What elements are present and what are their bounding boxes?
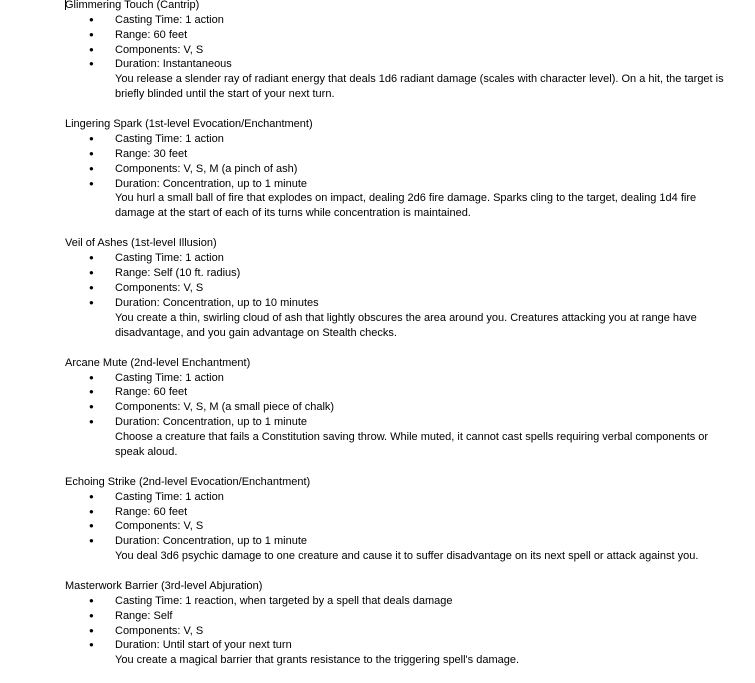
property-range: ● Range: 30 feet xyxy=(65,147,725,162)
property-components: ● Components: V, S xyxy=(65,624,725,639)
spell-properties-list xyxy=(65,371,725,430)
spell-entry xyxy=(65,236,725,340)
spell-description: You hurl a small ball of fire that explodes on impact, dealing 2d6 fire damage. Sparks cling to the target, dealing 1d4 fire damage at the start of each of its turns while concentration is maintained. xyxy=(115,192,697,220)
property-duration: ● Duration: Concentration, up to 10 minutes xyxy=(65,296,725,311)
property-casting-time: ● Casting Time: 1 action xyxy=(65,132,725,147)
spell-properties-list xyxy=(65,132,725,191)
property-casting-time: ● Casting Time: 1 reaction, when targeted by a spell that deals damage xyxy=(65,594,725,609)
property-casting-time: ● Casting Time: 1 action xyxy=(65,13,725,28)
spell-title: Veil of Ashes (1st-level Illusion) xyxy=(65,237,217,250)
spell-title: Echoing Strike (2nd-level Evocation/Enchantment) xyxy=(65,475,311,488)
property-duration: ● Duration: Until start of your next turn xyxy=(65,638,725,653)
spell-description: You deal 3d6 psychic damage to one creature and cause it to suffer disadvantage on its next spell or attack against you. xyxy=(115,549,699,562)
property-range: ● Range: 60 feet xyxy=(65,385,725,400)
spell-entry xyxy=(65,475,725,564)
property-casting-time: ● Casting Time: 1 action xyxy=(65,490,725,505)
spell-title: Lingering Spark (1st-level Evocation/Enchantment) xyxy=(65,118,313,131)
property-range: ● Range: Self xyxy=(65,609,725,624)
document-body[interactable] xyxy=(65,0,725,683)
spell-description: You create a magical barrier that grants resistance to the triggering spell's damage. xyxy=(115,654,520,667)
spell-title xyxy=(65,0,725,13)
property-casting-time: ● Casting Time: 1 action xyxy=(65,371,725,386)
spell-description: Choose a creature that fails a Constitution saving throw. While muted, it cannot cast spells requiring verbal components or speak aloud. xyxy=(115,430,709,458)
property-duration: ● Duration: Concentration, up to 1 minute xyxy=(65,534,725,549)
property-range: ● Range: 60 feet xyxy=(65,28,725,43)
spell-title-text: Glimmering Touch (Cantrip) xyxy=(65,0,200,11)
spell-properties-list xyxy=(65,594,725,653)
property-duration: ● Duration: Concentration, up to 1 minute xyxy=(65,177,725,192)
property-range: ● Range: Self (10 ft. radius) xyxy=(65,266,725,281)
spell-properties-list xyxy=(65,13,725,72)
spell-title: Arcane Mute (2nd-level Enchantment) xyxy=(65,356,251,369)
property-duration: ● Duration: Concentration, up to 1 minute xyxy=(65,415,725,430)
spell-properties-list xyxy=(65,251,725,310)
spell-description: You create a thin, swirling cloud of ash that lightly obscures the area around you. Creatures attacking you at range have disadvantage, and you gain advantage on Stealth checks. xyxy=(115,311,697,339)
spell-entry xyxy=(65,579,725,668)
property-components: ● Components: V, S xyxy=(65,519,725,534)
property-components: ● Components: V, S xyxy=(65,43,725,58)
property-components: ● Components: V, S, M (a small piece of chalk) xyxy=(65,400,725,415)
property-duration: ● Duration: Instantaneous xyxy=(65,57,725,72)
spell-entry xyxy=(65,117,725,221)
spell-description: You release a slender ray of radiant energy that deals 1d6 radiant damage (scales with character level). On a hit, the target is briefly blinded until the start of your next turn. xyxy=(115,73,724,101)
spell-properties-list xyxy=(65,490,725,549)
property-components: ● Components: V, S, M (a pinch of ash) xyxy=(65,162,725,177)
spell-entry xyxy=(65,356,725,460)
spell-entry xyxy=(65,0,725,102)
property-components: ● Components: V, S xyxy=(65,281,725,296)
property-range: ● Range: 60 feet xyxy=(65,505,725,520)
spell-title: Masterwork Barrier (3rd-level Abjuration) xyxy=(65,579,263,592)
property-casting-time: ● Casting Time: 1 action xyxy=(65,251,725,266)
